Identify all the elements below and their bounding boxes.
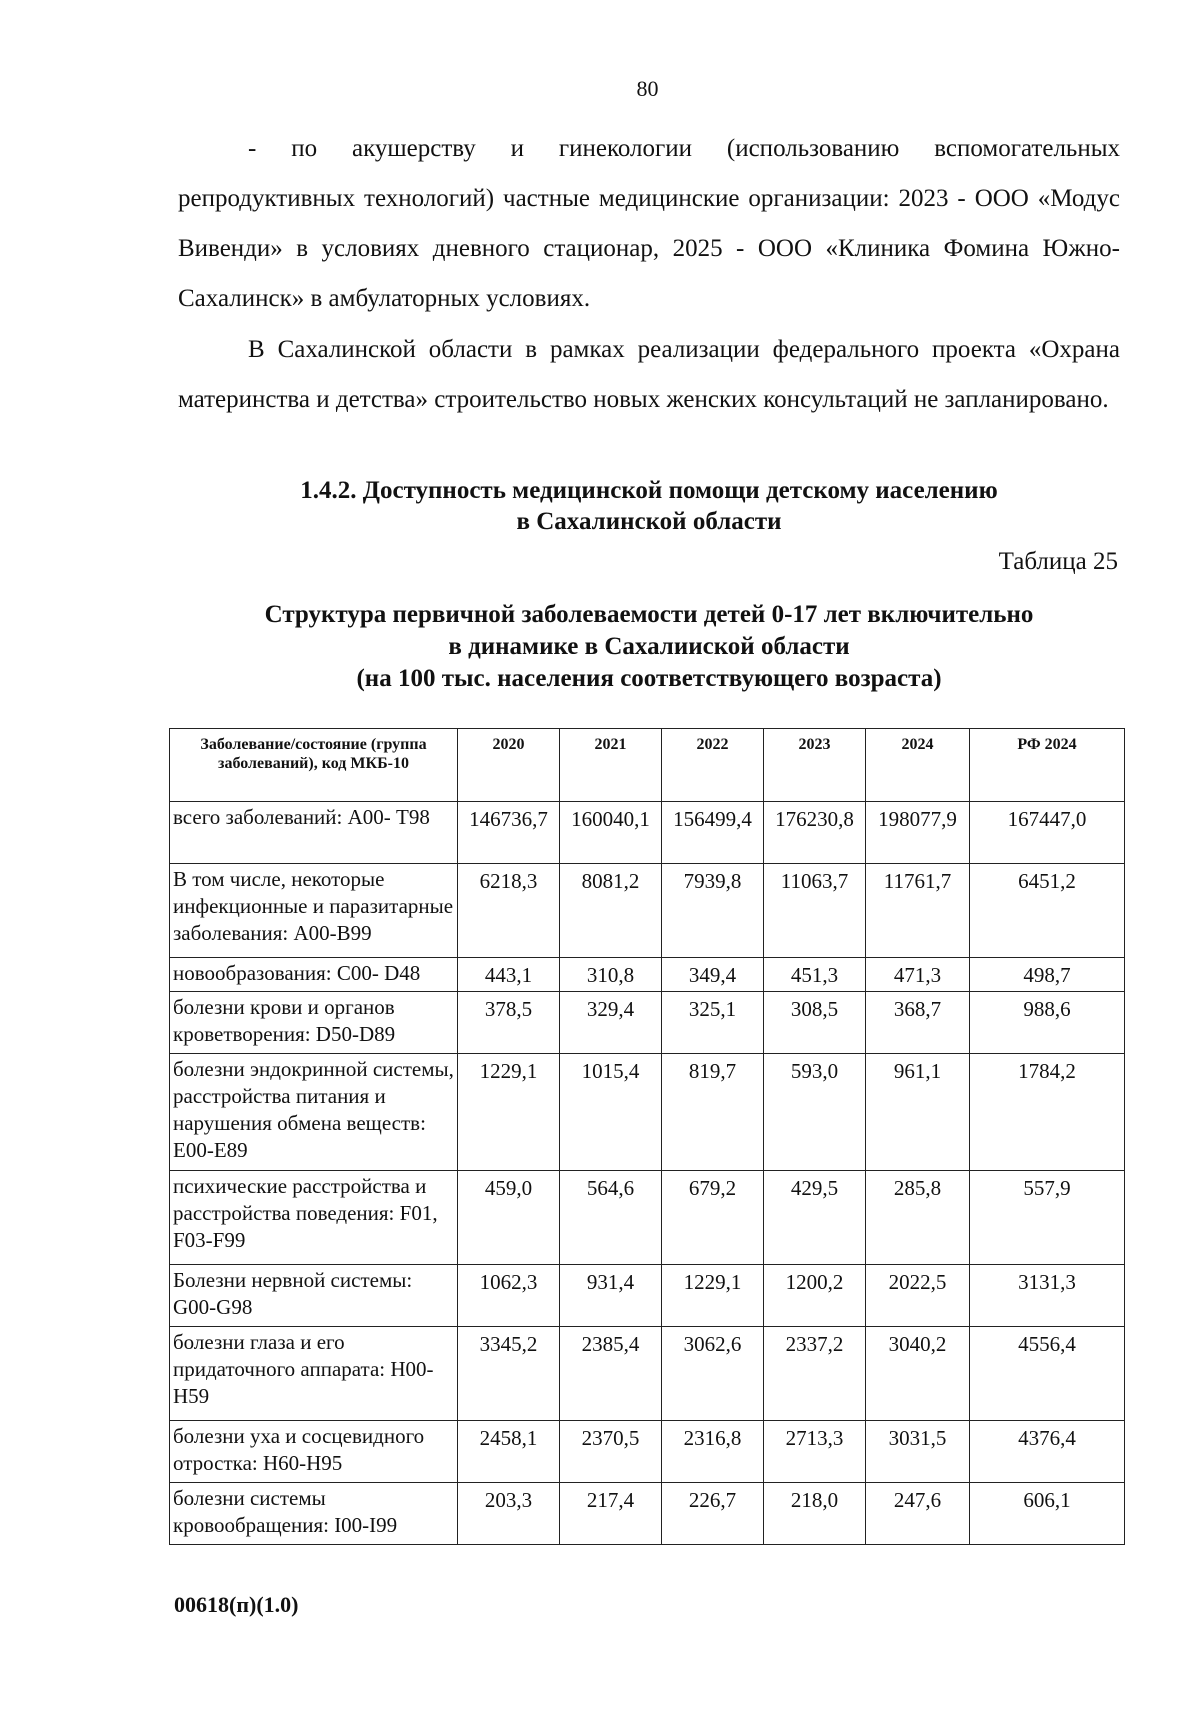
cell-value-2022: 819,7 xyxy=(662,1054,764,1171)
table-row xyxy=(170,1483,1125,1545)
table-row xyxy=(170,1265,1125,1327)
cell-value-2024: 3040,2 xyxy=(866,1327,970,1421)
cell-value-2020: 1229,1 xyxy=(458,1054,560,1171)
column-header-2022: 2022 xyxy=(662,729,764,802)
cell-value-2021: 8081,2 xyxy=(560,864,662,958)
cell-value-2020: 146736,7 xyxy=(458,802,560,864)
cell-value-рф-2024: 3131,3 xyxy=(970,1265,1125,1327)
cell-value-2021: 160040,1 xyxy=(560,802,662,864)
table-label: Таблица 25 xyxy=(998,548,1118,575)
cell-value-2023: 1200,2 xyxy=(764,1265,866,1327)
table-title xyxy=(178,599,1120,695)
column-header-2024: 2024 xyxy=(866,729,970,802)
cell-value-2023: 11063,7 xyxy=(764,864,866,958)
cell-value-рф-2024: 167447,0 xyxy=(970,802,1125,864)
cell-value-2023: 2337,2 xyxy=(764,1327,866,1421)
cell-value-2024: 471,3 xyxy=(866,958,970,992)
document-code: 00618(п)(1.0) xyxy=(174,1592,299,1617)
table-row xyxy=(170,802,1125,864)
cell-value-рф-2024: 557,9 xyxy=(970,1171,1125,1265)
cell-value-рф-2024: 988,6 xyxy=(970,992,1125,1054)
cell-value-2023: 308,5 xyxy=(764,992,866,1054)
cell-condition: болезни крови и органов кроветворения: D50-D89 xyxy=(170,992,458,1054)
cell-value-2022: 325,1 xyxy=(662,992,764,1054)
table-row xyxy=(170,1171,1125,1265)
cell-value-2021: 329,4 xyxy=(560,992,662,1054)
table-title-line-2: в динамике в Сахалииской области xyxy=(448,633,850,660)
cell-condition: болезни уха и сосцевидного отростка: Н60-Н95 xyxy=(170,1421,458,1483)
cell-value-2021: 2370,5 xyxy=(560,1421,662,1483)
cell-value-2021: 310,8 xyxy=(560,958,662,992)
table-row xyxy=(170,864,1125,958)
cell-value-2020: 443,1 xyxy=(458,958,560,992)
table-title-line-3: (на 100 тыс. населения соответствующего возраста) xyxy=(356,665,942,692)
cell-value-рф-2024: 1784,2 xyxy=(970,1054,1125,1171)
column-header-rf-2024: РФ 2024 xyxy=(970,729,1125,802)
cell-value-2021: 217,4 xyxy=(560,1483,662,1545)
cell-value-2023: 218,0 xyxy=(764,1483,866,1545)
cell-value-2021: 1015,4 xyxy=(560,1054,662,1171)
section-heading-line-1: 1.4.2. Доступность медицинской помощи детскому иаселению xyxy=(300,477,998,504)
table-row xyxy=(170,1327,1125,1421)
table-row xyxy=(170,992,1125,1054)
cell-value-2024: 2022,5 xyxy=(866,1265,970,1327)
cell-value-2020: 459,0 xyxy=(458,1171,560,1265)
cell-value-2020: 2458,1 xyxy=(458,1421,560,1483)
cell-condition: болезни глаза и его придаточного аппарата: Н00-Н59 xyxy=(170,1327,458,1421)
paragraph-federal-project: В Сахалинской области в рамках реализации федерального проекта «Охрана материнства и детства» строительство новых женских консультаций не запланировано. xyxy=(178,336,1120,413)
table-row xyxy=(170,1054,1125,1171)
cell-value-2023: 593,0 xyxy=(764,1054,866,1171)
column-header-2023: 2023 xyxy=(764,729,866,802)
cell-value-2020: 1062,3 xyxy=(458,1265,560,1327)
cell-value-2023: 2713,3 xyxy=(764,1421,866,1483)
cell-value-2020: 6218,3 xyxy=(458,864,560,958)
table-body xyxy=(170,802,1125,1545)
cell-condition: болезни эндокринной системы, расстройства питания и нарушения обмена веществ: Е00-Е89 xyxy=(170,1054,458,1171)
cell-condition: Болезни нервной системы: G00-G98 xyxy=(170,1265,458,1327)
column-header-condition: Заболевание/состояние (группа заболеваний), код МКБ-10 xyxy=(170,729,458,802)
cell-value-2022: 226,7 xyxy=(662,1483,764,1545)
cell-value-2022: 3062,6 xyxy=(662,1327,764,1421)
cell-value-рф-2024: 6451,2 xyxy=(970,864,1125,958)
column-header-2021: 2021 xyxy=(560,729,662,802)
cell-value-2024: 961,1 xyxy=(866,1054,970,1171)
cell-value-рф-2024: 606,1 xyxy=(970,1483,1125,1545)
section-heading xyxy=(178,475,1120,537)
table-header xyxy=(170,729,1125,802)
cell-value-2022: 679,2 xyxy=(662,1171,764,1265)
column-header-2020: 2020 xyxy=(458,729,560,802)
cell-value-2023: 429,5 xyxy=(764,1171,866,1265)
cell-value-2024: 11761,7 xyxy=(866,864,970,958)
cell-condition: психические расстройства и расстройства поведения: F01, F03-F99 xyxy=(170,1171,458,1265)
cell-value-2022: 349,4 xyxy=(662,958,764,992)
cell-value-2020: 378,5 xyxy=(458,992,560,1054)
cell-value-2020: 3345,2 xyxy=(458,1327,560,1421)
cell-value-2022: 156499,4 xyxy=(662,802,764,864)
cell-value-2024: 3031,5 xyxy=(866,1421,970,1483)
cell-condition: новообразования: С00- D48 xyxy=(170,958,458,992)
cell-value-2021: 931,4 xyxy=(560,1265,662,1327)
cell-value-2024: 247,6 xyxy=(866,1483,970,1545)
cell-value-2023: 451,3 xyxy=(764,958,866,992)
page-number: 80 xyxy=(636,76,659,101)
cell-value-2022: 7939,8 xyxy=(662,864,764,958)
table-row xyxy=(170,958,1125,992)
cell-condition: В том числе, некоторые инфекционные и паразитарные заболевания: А00-В99 xyxy=(170,864,458,958)
table-header-row xyxy=(170,729,1125,802)
cell-value-2022: 1229,1 xyxy=(662,1265,764,1327)
cell-value-рф-2024: 4376,4 xyxy=(970,1421,1125,1483)
cell-value-2021: 2385,4 xyxy=(560,1327,662,1421)
cell-value-2020: 203,3 xyxy=(458,1483,560,1545)
paragraph-obstetrics: - по акушерству и гинекологии (использованию вспомогательных репродуктивных технологий) частные медицинские организации: 2023 - ООО «Модус Вивенди» в условиях дневного стационар, 2025 - ООО «Клиника Фомина Южно-Сахалинск» в амбулаторных условиях. xyxy=(178,135,1120,312)
cell-value-2024: 285,8 xyxy=(866,1171,970,1265)
cell-condition: болезни системы кровообращения: I00-I99 xyxy=(170,1483,458,1545)
cell-value-2024: 198077,9 xyxy=(866,802,970,864)
cell-value-рф-2024: 498,7 xyxy=(970,958,1125,992)
cell-value-рф-2024: 4556,4 xyxy=(970,1327,1125,1421)
cell-value-2023: 176230,8 xyxy=(764,802,866,864)
morbidity-table xyxy=(169,728,1125,1545)
table-row xyxy=(170,1421,1125,1483)
cell-value-2021: 564,6 xyxy=(560,1171,662,1265)
cell-value-2024: 368,7 xyxy=(866,992,970,1054)
section-heading-line-2: в Сахалинской области xyxy=(516,508,782,535)
table-title-line-1: Структура первичной заболеваемости детей 0-17 лет включительно xyxy=(264,601,1034,628)
cell-value-2022: 2316,8 xyxy=(662,1421,764,1483)
cell-condition: всего заболеваний: А00- Т98 xyxy=(170,802,458,864)
